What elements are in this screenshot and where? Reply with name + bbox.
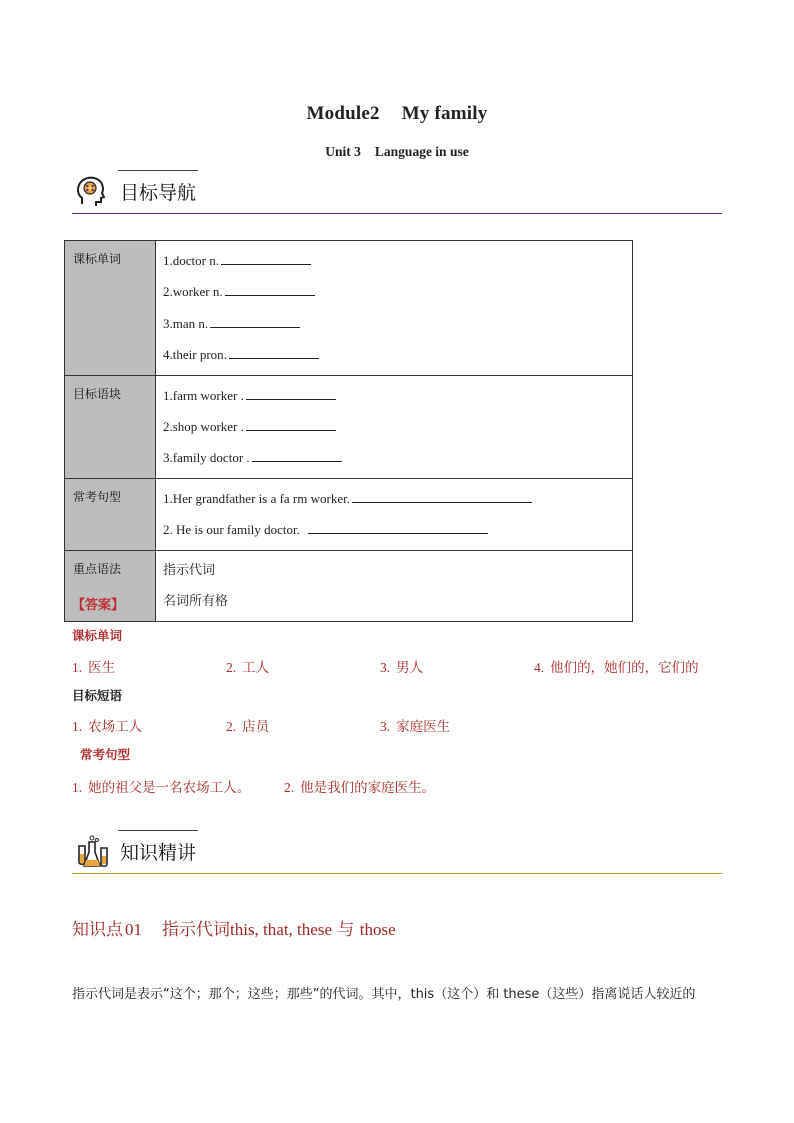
document-subtitle: Unit 3 Language in use xyxy=(325,144,469,159)
answer-item: 3. 男人 xyxy=(380,660,424,676)
answer-blank xyxy=(352,492,532,503)
answer-item: 1. 她的祖父是一名农场工人。 xyxy=(72,780,251,796)
section-header-goals xyxy=(72,170,722,214)
section-title-goals: 目标导航 xyxy=(120,182,197,204)
lab-flask-icon xyxy=(74,834,110,870)
answer-item: 3. 家庭医生 xyxy=(380,719,451,735)
answer-item: 2. 他是我们的家庭医生。 xyxy=(284,780,436,796)
answer-item: 1. 医生 xyxy=(72,660,116,676)
answer-heading-phrases: 目标短语 xyxy=(72,688,123,703)
goal-table xyxy=(64,240,633,622)
category-cell: 常考句型 xyxy=(65,478,156,550)
answer-item: 2. 工人 xyxy=(226,660,270,676)
answer-blank xyxy=(246,389,336,400)
table-row: 常考句型 1.Her grandfather is a fa rm worker. 2. He is our family doctor. xyxy=(65,478,633,550)
answer-item: 4. 他们的，她们的，它们的 xyxy=(534,660,699,676)
table-row: 课标单词 1.doctor n. 2.worker n. 3.man n. 4.their pron. xyxy=(65,241,633,376)
answer-blank xyxy=(210,317,300,328)
answer-heading-sentences: 常考句型 xyxy=(80,747,131,762)
answer-blank xyxy=(308,523,488,534)
section-header-knowledge xyxy=(72,830,722,874)
answer-blank xyxy=(246,420,336,431)
body-paragraph: 指示代词是表示“这个；那个；这些；那些”的代词。其中，this（这个）和 these（这些）指离说话人较近的 xyxy=(72,987,696,1002)
answer-item: 1. 农场工人 xyxy=(72,719,143,735)
section-title-knowledge: 知识精讲 xyxy=(120,842,197,864)
category-cell: 目标语块 xyxy=(65,375,156,478)
table-row: 重点语法 指示代词 名词所有格 xyxy=(65,550,633,622)
document-title: Module2 My family xyxy=(306,103,488,124)
answer-blank xyxy=(221,254,311,265)
answer-blank xyxy=(252,451,342,462)
answer-blank xyxy=(229,348,319,359)
brain-head-icon xyxy=(74,174,110,210)
answer-heading-words: 课标单词 xyxy=(72,628,123,643)
answer-title: 【答案】 xyxy=(72,598,125,613)
category-cell: 重点语法 xyxy=(65,550,156,622)
table-row: 目标语块 1.farm worker . 2.shop worker . 3.family doctor . xyxy=(65,375,633,478)
answer-item: 2. 店员 xyxy=(226,719,270,735)
knowledge-point-heading: 知识点 01 指示代词this, that, these 与 those xyxy=(72,920,396,940)
answer-blank xyxy=(225,285,315,296)
category-cell: 课标单词 xyxy=(65,241,156,376)
